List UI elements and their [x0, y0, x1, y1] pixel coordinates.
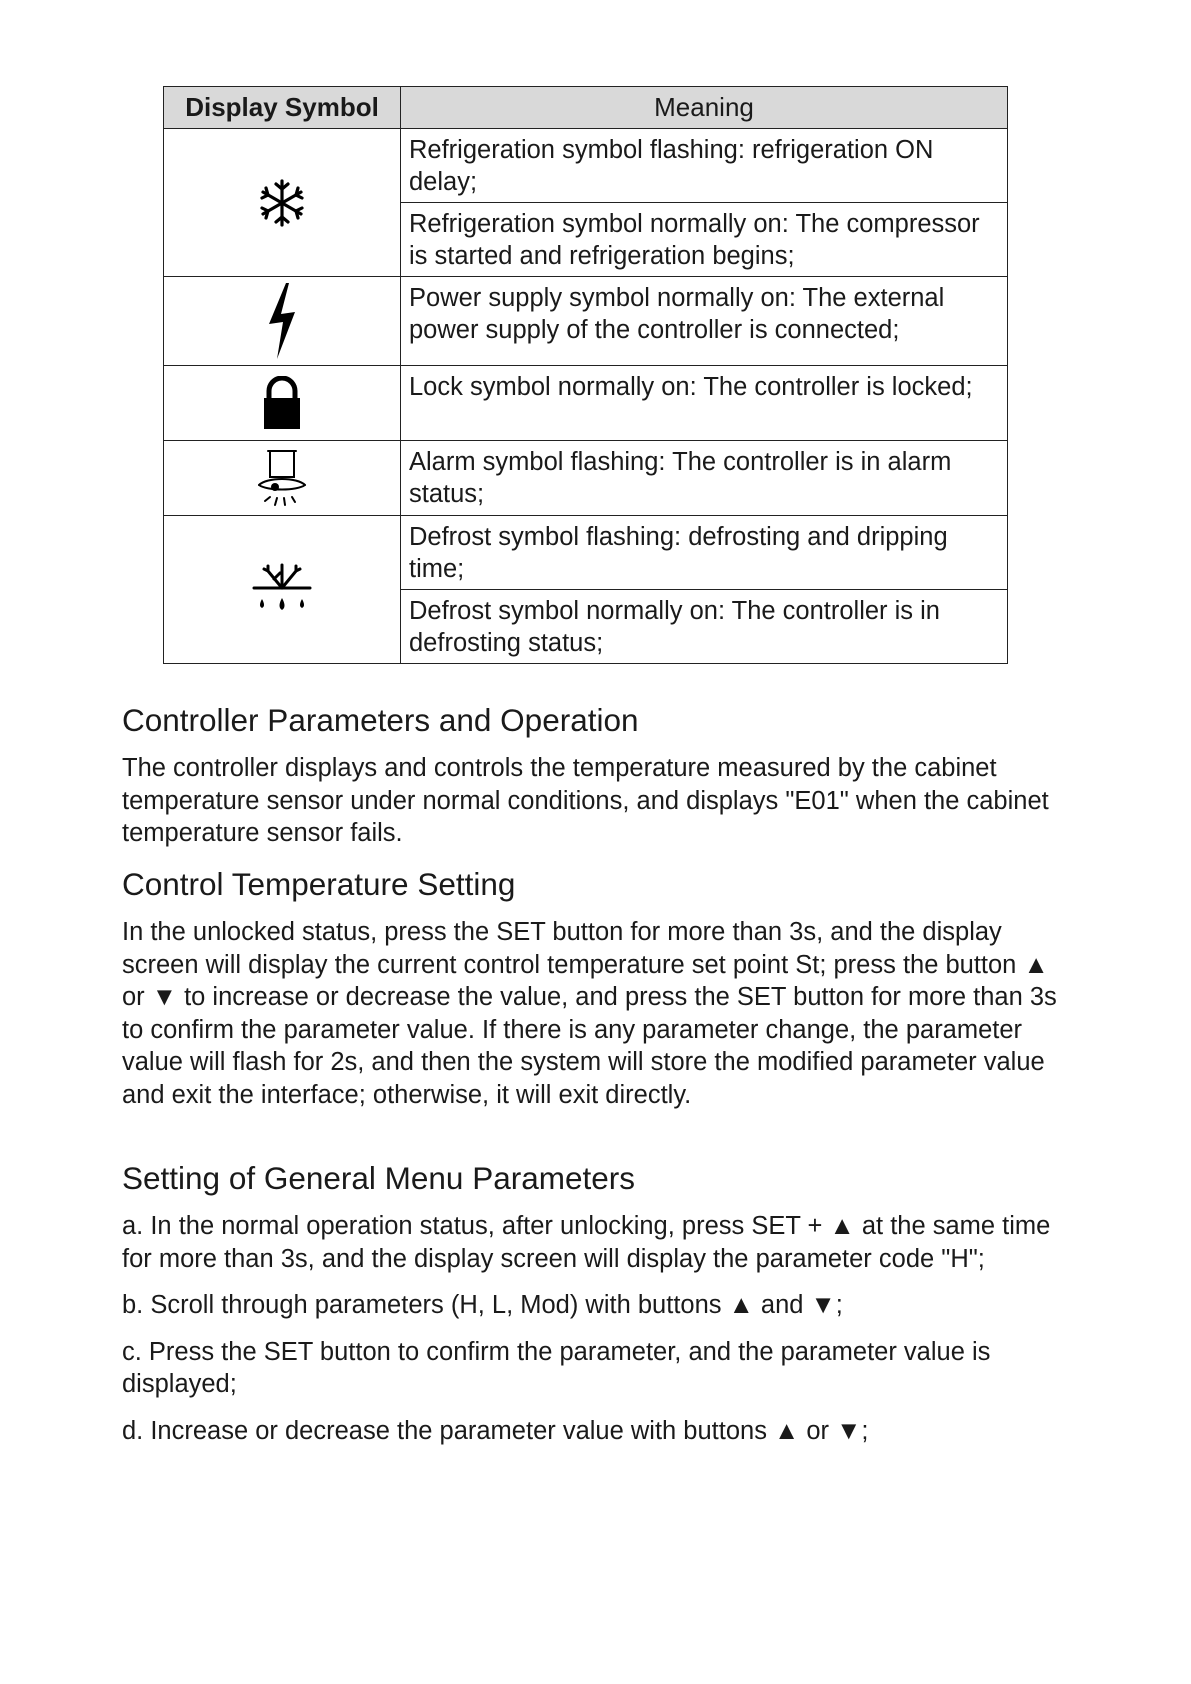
table-row [164, 441, 1008, 516]
table-header-row [164, 87, 1008, 129]
symbol-cell [164, 277, 401, 366]
display-symbol-table [163, 86, 1008, 664]
lock-icon [262, 376, 302, 430]
table-row [164, 129, 1008, 203]
meaning-cell: Defrost symbol normally on: The controller is in defrosting status; [401, 590, 1008, 664]
table-row [164, 366, 1008, 441]
section-controller-parameters [122, 700, 1062, 850]
symbol-cell [164, 441, 401, 516]
defrost-icon [250, 561, 314, 619]
meaning-cell: Refrigeration symbol flashing: refrigeration ON delay; [401, 129, 1008, 203]
paragraph: The controller displays and controls the temperature measured by the cabinet temperature sensor under normal conditions, and displays "E01" when the cabinet temperature sensor fails. [122, 754, 1049, 847]
list-item: b. Scroll through parameters (H, L, Mod) with buttons ▲ and ▼; [122, 1291, 843, 1319]
meaning-cell: Power supply symbol normally on: The external power supply of the controller is connected; [401, 277, 1008, 366]
section-control-temperature [122, 864, 1062, 1111]
meaning-cell: Defrost symbol flashing: defrosting and dripping time; [401, 516, 1008, 590]
symbol-cell [164, 366, 401, 441]
alarm-bell-icon [249, 445, 315, 511]
list-item: a. In the normal operation status, after unlocking, press SET + ▲ at the same time for more than 3s, and the display screen will display the parameter code "H"; [122, 1212, 1051, 1273]
lightning-bolt-icon [267, 282, 297, 360]
table-row [164, 516, 1008, 590]
meaning-cell: Refrigeration symbol normally on: The compressor is started and refrigeration begins; [401, 203, 1008, 277]
symbol-cell [164, 129, 401, 277]
table-row [164, 277, 1008, 366]
list-item: c. Press the SET button to confirm the parameter, and the parameter value is displayed; [122, 1337, 991, 1398]
section-heading: Setting of General Menu Parameters [122, 1160, 636, 1196]
meaning-cell: Alarm symbol flashing: The controller is in alarm status; [401, 441, 1008, 516]
section-heading: Control Temperature Setting [122, 866, 516, 902]
snowflake-icon [257, 178, 307, 228]
header-display-symbol: Display Symbol [164, 87, 401, 129]
list-item: d. Increase or decrease the parameter value with buttons ▲ or ▼; [122, 1416, 869, 1445]
section-heading: Controller Parameters and Operation [122, 702, 639, 738]
paragraph: In the unlocked status, press the SET button for more than 3s, and the display screen will display the current control temperature set point St; press the button ▲ or ▼ to increase or decrease the value, and press the SET button for more than 3s to confirm the parameter value. If there is any parameter change, the parameter value will flash for 2s, and then the system will store the modified parameter value and exit the interface; otherwise, it will exit directly. [122, 918, 1057, 1109]
section-general-menu [122, 1158, 1062, 1447]
symbol-cell [164, 516, 401, 664]
header-meaning: Meaning [401, 87, 1008, 129]
meaning-cell: Lock symbol normally on: The controller is locked; [401, 366, 1008, 441]
